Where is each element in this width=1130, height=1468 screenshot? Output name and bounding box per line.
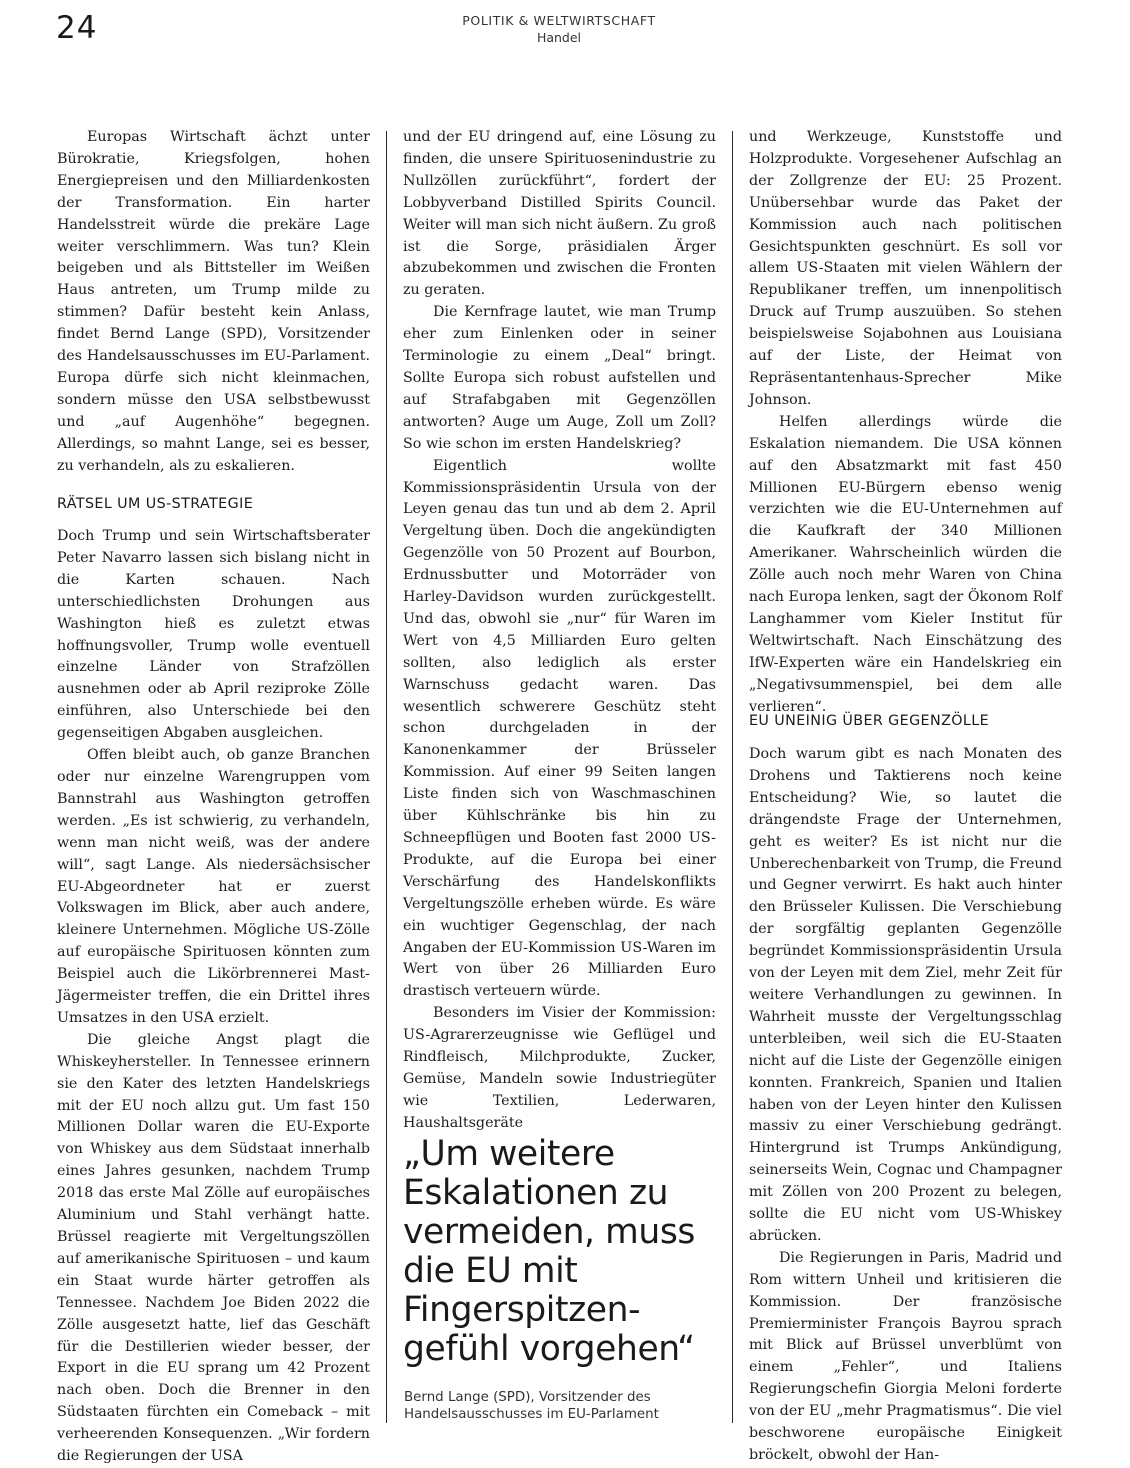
- paragraph: Eigentlich wollte Kommissionspräsidentin Ursula von der Leyen genau das tun und ab dem 2. April Vergeltung üben. Doch die angekündigten Gegenzölle von 50 Prozent auf Bourbon, Erdnussbutter und Motorräder von Harley-Davidson wurden zurückgestellt. Und das, obwohl sie „nur“ für Waren im Wert von 4,5 Milliarden Euro gelten sollten, also lediglich als erster Warnschuss gedacht waren. Das wesentlich schwerere Geschütz steht schon durchgeladen in der Kanonenkammer der Brüsseler Kommission. Auf einer 99 Seiten langen Liste finden sich von Waschmaschinen über Kühlschränke bis hin zu Schneepflügen und Booten fast 2000 US-Produkte, auf die Europa bei einer Verschärfung des Handelskonflikts Vergeltungszölle erheben würde. Es wäre ein wuchtiger Gegenschlag, der nach Angaben der EU-Kommission US-Waren im Wert von über 26 Milliarden Euro drastisch verteuern würde.: [403, 457, 716, 1000]
- section-title: POLITIK & WELTWIRTSCHAFT: [462, 13, 656, 28]
- running-header: [0, 12, 1118, 46]
- article-column-2: [403, 127, 716, 1135]
- paragraph: und Werkzeuge, Kunststoffe und Holzprodukte. Vorgesehener Aufschlag an der Zollgrenze der EU: 25 Prozent. Unübersehbar wurde das Paket der Kommission auch nach politischen Gesichtspunkten geschnürt. Es soll vor allem US-Staaten mit vielen Wählern der Republikaner treffen, um innenpolitisch Druck auf Trump auszuüben. So stehen beispielsweise Sojabohnen aus Louisiana auf der Liste, der Heimat von Repräsentantenhaus-Sprecher Mike Johnson.: [749, 129, 1062, 408]
- paragraph: Besonders im Visier der Kommission: US-Agrarerzeugnisse wie Geflügel und Rindfleisch, Milchprodukte, Zucker, Gemüse, Mandeln sowie Industriegüter wie Textilien, Lederwaren, Haushaltsgeräte: [403, 1005, 716, 1131]
- paragraph: Offen bleibt auch, ob ganze Branchen oder nur einzelne Warengruppen vom Bannstrahl aus Washington getroffen werden. „Es ist schwierig, zu verhandeln, wenn man nicht weiß, was der andere will“, sagt Lange. Als niedersächsischer EU-Abgeordneter hat er zuerst Volkswagen im Blick, aber auch andere, kleinere Unternehmen. Mögliche US-Zölle auf europäische Spirituosen könnten zum Beispiel auch die Likörbrennerei Mast-Jägermeister treffen, die ein Drittel ihres Umsatzes in den USA erzielt.: [57, 747, 370, 1026]
- paragraph: Helfen allerdings würde die Eskalation niemandem. Die USA können auf den Absatzmarkt mit fast 450 Millionen EU-Bürgern ebenso wenig verzichten wie die EU-Unternehmen auf die Kaufkraft der 340 Millionen Amerikaner. Wahrscheinlich würden die Zölle auch noch mehr Waren von China nach Europa lenken, sagt der Ökonom Rolf Langhammer vom Kieler Institut für Weltwirtschaft. Nach Einschätzung des IfW-Experten wäre ein Handelskrieg ein „Negativsummenspiel, bei dem alle verlieren“.: [749, 413, 1062, 715]
- article-column-3: [749, 127, 1062, 718]
- paragraph: Europas Wirtschaft ächzt unter Bürokratie, Kriegsfolgen, hohen Energiepreisen und den Milliardenkosten der Transformation. Ein harter Handelsstreit würde die prekäre Lage weiter verschlimmern. Was tun? Klein beigeben und als Bittsteller im Weißen Haus antreten, um Trump milde zu stimmen? Dafür besteht kein Anlass, findet Bernd Lange (SPD), Vorsitzender des Handelsausschusses im EU-Parlament. Europa dürfe sich nicht kleinmachen, sondern müsse den USA selbstbewusst und „auf Augenhöhe“ begegnen. Allerdings, so mahnt Lange, sei es besser, zu verhandeln, als zu eskalieren.: [57, 129, 370, 474]
- paragraph: Doch warum gibt es nach Monaten des Drohens und Taktierens noch keine Entscheidung? Wie, so lautet die drängendste Frage der Unternehmen, geht es weiter? Es ist nicht nur die Unberechenbarkeit von Trump, die Freund und Gegner verwirrt. Es hakt auch hinter den Brüsseler Kulissen. Die Verschiebung der sorgfältig geplanten Gegenzölle begründet Kommissionspräsidentin Ursula von der Leyen mit dem Ziel, mehr Zeit für weitere Verhandlungen zu gewinnen. In Wahrheit musste der Vergeltungsschlag unterbleiben, weil sich die EU-Staaten nicht auf die Liste der Gegenzölle einigen konnten. Frankreich, Spanien und Italien haben von der Leyen hinter den Kulissen massiv zu einer Verschiebung gedrängt. Hintergrund ist Trumps Ankündigung, seinerseits Wein, Cognac und Champagner mit Zöllen von 200 Prozent zu belegen, sollte die EU nicht vom US-Whiskey abrücken.: [749, 746, 1062, 1244]
- paragraph: und der EU dringend auf, eine Lösung zu finden, die unsere Spirituosenindustrie zu Nullzöllen zurückführt“, fordert der Lobbyverband Distilled Spirits Council. Weiter will man sich nicht äußern. Zu groß ist die Sorge, präsidialen Ärger abzubekommen und zwischen die Fronten zu geraten.: [403, 129, 716, 299]
- column-divider: [386, 131, 387, 1423]
- pull-quote-credit: Bernd Lange (SPD), Vorsitzender des Handelsausschusses im EU-Parlament: [404, 1390, 659, 1422]
- article-column-1-continued: [57, 526, 370, 1468]
- paragraph: Die gleiche Angst plagt die Whiskeyhersteller. In Tennessee erinnern sie den Kater des letzten Handelskriegs mit der EU noch allzu gut. Um fast 150 Millionen Dollar waren die EU-Exporte von Whiskey aus dem Südstaat innerhalb eines Jahres gesunken, nachdem Trump 2018 das erste Mal Zölle auf europäisches Aluminium und Stahl verhängt hatte. Brüssel reagierte mit Vergeltungszöllen auf amerikanische Spirituosen – und kaum ein Staat wurde härter getroffen als Tennessee. Nachdem Joe Biden 2022 die Zölle ausgesetzt hatte, lief das Geschäft für die Destillerien wieder besser, der Export in die EU sprang um 42 Prozent nach oben. Doch die Brenner in den Südstaaten fürchten ein Comeback – mit verheerenden Konsequenzen. „Wir fordern die Regierungen der USA: [57, 1031, 370, 1465]
- subsection-title: Handel: [536, 30, 582, 45]
- subheading-raetsel: RÄTSEL UM US-STRATEGIE: [57, 496, 254, 512]
- article-column-3-continued: [749, 744, 1062, 1467]
- page-number: 24: [56, 10, 98, 46]
- column-divider: [732, 131, 733, 1423]
- pull-quote: „Um weitere Eskalationen zu vermeiden, muss die EU mit Fingerspitzen-gefühl vorgehen“: [403, 1134, 695, 1369]
- article-column-1: [57, 127, 370, 478]
- subheading-eu-uneinig: EU UNEINIG ÜBER GEGENZÖLLE: [749, 713, 990, 729]
- paragraph: Doch Trump und sein Wirtschaftsberater Peter Navarro lassen sich bislang nicht in die Karten schauen. Nach unterschiedlichsten Drohungen aus Washington hieß es zuletzt etwas hoffnungsvoller, Trump wolle eventuell einzelne Länder von Strafzöllen ausnehmen oder ab April reziproke Zölle einführen, also Unterschiede bei den gegenseitigen Abgaben ausgleichen.: [57, 528, 370, 742]
- paragraph: Die Regierungen in Paris, Madrid und Rom wittern Unheil und kritisieren die Kommission. Der französische Premierminister François Bayrou sprach mit Blick auf Brüssel unverblümt von einem „Fehler“, und Italiens Regierungschefin Giorgia Meloni forderte von der EU „mehr Pragmatismus“. Die viel beschworene europäische Einigkeit bröckelt, obwohl der Han-: [749, 1249, 1062, 1463]
- paragraph: Die Kernfrage lautet, wie man Trump eher zum Einlenken oder in seiner Terminologie zu einem „Deal“ bringt. Sollte Europa sich robust aufstellen und auf Strafabgaben mit Gegenzöllen antworten? Auge um Auge, Zoll um Zoll? So wie schon im ersten Handelskrieg?: [403, 304, 716, 452]
